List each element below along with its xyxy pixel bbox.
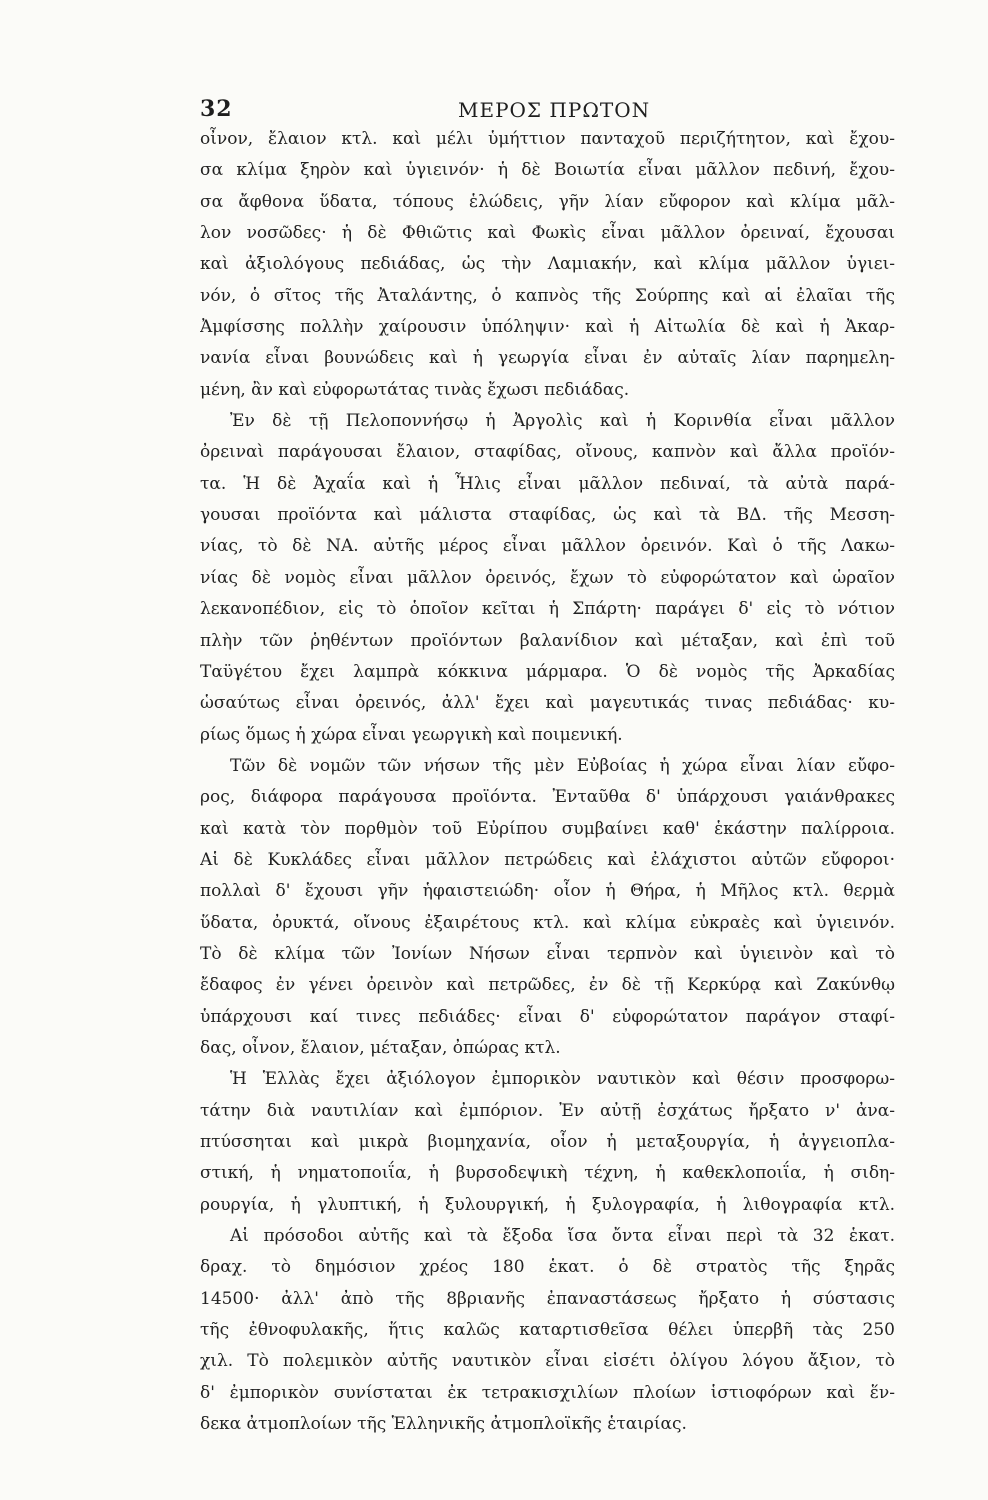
text-line: δεκα ἀτμοπλοίων τῆς Ἑλληνικῆς ἀτμοπλοϊκῆς ἑταιρίας. [200, 1414, 687, 1435]
text-line: σα κλίμα ξηρὸν καὶ ὑγιεινόν· ἡ δὲ Βοιωτία εἶναι μᾶλλον πεδινή, ἔχου- [200, 160, 895, 181]
text-line: πλὴν τῶν ῥηθέντων προϊόντων βαλανίδιον καὶ μέταξαν, καὶ ἐπὶ τοῦ [200, 630, 895, 651]
text-line: δας, οἶνον, ἔλαιον, μέταξαν, ὀπώρας κτλ. [200, 1037, 561, 1058]
text-line: γουσαι προϊόντα καὶ μάλιστα σταφίδας, ὡς καὶ τὰ ΒΔ. τῆς Μεσση- [200, 505, 895, 526]
text-line: τα. Ἡ δὲ Ἀχαΐα καὶ ἡ Ἦλις εἶναι μᾶλλον πεδιναί, τὰ αὐτὰ παρά- [200, 473, 895, 494]
text-line: μένη, ἂν καὶ εὐφορωτάτας τινὰς ἔχωσι πεδιάδας. [200, 379, 630, 400]
text-line: πτύσσηται καὶ μικρὰ βιομηχανία, οἷον ἡ μεταξουργία, ἡ ἀγγειοπλα- [200, 1132, 895, 1152]
text-line: ρίως ὅμως ἡ χώρα εἶναι γεωργικὴ καὶ ποιμενική. [200, 724, 623, 745]
text-line: Ἀμφίσσης πολλὴν χαίρουσιν ὑπόληψιν· καὶ ἡ Αἰτωλία δὲ καὶ ἡ Ἀκαρ- [200, 317, 895, 338]
text-line: Ἐν δὲ τῇ Πελοποννήσῳ ἡ Ἀργολὶς καὶ ἡ Κορινθία εἶναι μᾶλλον [230, 411, 895, 432]
text-line: νίας δὲ νομὸς εἶναι μᾶλλον ὀρεινός, ἔχων τὸ εὐφορώτατον καὶ ὡραῖον [200, 567, 895, 588]
text-line: πολλαὶ δ' ἔχουσι γῆν ἡφαιστειώδη· οἷον ἡ Θήρα, ἡ Μῆλος κτλ. θερμὰ [200, 881, 895, 902]
text-line: λον νοσῶδες· ἡ δὲ Φθιῶτις καὶ Φωκὶς εἶναι μᾶλλον ὀρειναί, ἔχουσαι [200, 223, 895, 244]
text-line: ρουργία, ἡ γλυπτική, ἡ ξυλουργική, ἡ ξυλογραφία, ἡ λιθογραφία κτλ. [200, 1194, 895, 1215]
body-text [200, 124, 895, 1440]
text-line: Τὸ δὲ κλίμα τῶν Ἰονίων Νήσων εἶναι τερπνὸν καὶ ὑγιεινὸν καὶ τὸ [200, 943, 895, 964]
text-line: Αἱ πρόσοδοι αὐτῆς καὶ τὰ ἔξοδα ἴσα ὄντα εἶναι περὶ τὰ 32 ἑκατ. [230, 1226, 895, 1247]
text-line: στική, ἡ νηματοποιΐα, ἡ βυρσοδεψικὴ τέχνη, ἡ καθεκλοποιΐα, ἡ σιδη- [200, 1163, 895, 1184]
text-line: οἶνον, ἔλαιον κτλ. καὶ μέλι ὑμήττιον πανταχοῦ περιζήτητον, καὶ ἔχου- [200, 129, 895, 149]
page-number: 32 [200, 96, 233, 122]
text-line: σα ἄφθονα ὕδατα, τόπους ἑλώδεις, γῆν λίαν εὔφορον καὶ κλίμα μᾶλ- [200, 191, 895, 212]
text-line: ὀρειναὶ παράγουσαι ἔλαιον, σταφίδας, οἴνους, καπνὸν καὶ ἄλλα προϊόν- [200, 442, 895, 463]
text-line: 14500· ἀλλ' ἀπὸ τῆς 8βριανῆς ἐπαναστάσεως ἤρξατο ἡ σύστασις [200, 1288, 895, 1309]
text-line: δ' ἐμπορικὸν συνίσταται ἐκ τετρακισχιλίων πλοίων ἱστιοφόρων καὶ ἕν- [200, 1382, 895, 1403]
text-line: Αἱ δὲ Κυκλάδες εἶναι μᾶλλον πετρώδεις καὶ ἐλάχιστοι αὐτῶν εὔφοροι· [200, 849, 895, 870]
text-line: τάτην διὰ ναυτιλίαν καὶ ἐμπόριον. Ἐν αὐτῇ ἐσχάτως ἤρξατο ν' ἀνα- [200, 1100, 895, 1121]
text-line: ὑπάρχουσι καί τινες πεδιάδες· εἶναι δ' εὐφορώτατον παράγον σταφί- [200, 1006, 895, 1027]
text-line: λεκανοπέδιον, εἰς τὸ ὁποῖον κεῖται ἡ Σπάρτη· παράγει δ' εἰς τὸ νότιον [200, 599, 895, 620]
text-line: ὡσαύτως εἶναι ὀρεινός, ἀλλ' ἔχει καὶ μαγευτικάς τινας πεδιάδας· κυ- [200, 693, 895, 714]
running-head [200, 96, 900, 126]
text-line: Ἡ Ἑλλὰς ἔχει ἀξιόλογον ἐμπορικὸν ναυτικὸν καὶ θέσιν προσφορω- [230, 1069, 895, 1090]
text-line: ὕδατα, ὀρυκτά, οἴνους ἐξαιρέτους κτλ. καὶ κλίμα εὐκραὲς καὶ ὑγιεινόν. [200, 912, 895, 933]
text-line: νόν, ὁ σῖτος τῆς Ἀταλάντης, ὁ καπνὸς τῆς Σούρπης καὶ αἱ ἐλαῖαι τῆς [200, 285, 895, 306]
text-line: ἔδαφος ἐν γένει ὀρεινὸν καὶ πετρῶδες, ἐν δὲ τῇ Κερκύρᾳ καὶ Ζακύνθῳ [200, 975, 895, 996]
running-title: ΜΕΡΟΣ ΠΡΩΤΟΝ [458, 98, 651, 122]
text-line: Τῶν δὲ νομῶν τῶν νήσων τῆς μὲν Εὐβοίας ἡ χώρα εἶναι λίαν εὔφο- [230, 755, 895, 776]
text-line: καὶ ἀξιολόγους πεδιάδας, ὡς τὴν Λαμιακήν, καὶ κλίμα μᾶλλον ὑγιει- [200, 254, 895, 275]
text-line: νίας, τὸ δὲ ΝΑ. αὐτῆς μέρος εἶναι μᾶλλον ὀρεινόν. Καὶ ὁ τῆς Λακω- [200, 536, 895, 557]
text-line: Ταϋγέτου ἔχει λαμπρὰ κόκκινα μάρμαρα. Ὁ δὲ νομὸς τῆς Ἀρκαδίας [200, 661, 895, 682]
text-line: ρος, διάφορα παράγουσα προϊόντα. Ἐνταῦθα δ' ὑπάρχουσι γαιάνθρακες [200, 787, 895, 808]
text-line: καὶ κατὰ τὸν πορθμὸν τοῦ Εὐρίπου συμβαίνει καθ' ἑκάστην παλίρροια. [200, 818, 895, 839]
text-line: νανία εἶναι βουνώδεις καὶ ἡ γεωργία εἶναι ἐν αὐταῖς λίαν παρημελη- [200, 348, 895, 369]
text-line: χιλ. Τὸ πολεμικὸν αὐτῆς ναυτικὸν εἶναι εἰσέτι ὀλίγου λόγου ἄξιον, τὸ [200, 1351, 895, 1372]
text-line: τῆς ἐθνοφυλακῆς, ἥτις καλῶς καταρτισθεῖσα θέλει ὑπερβῆ τὰς 250 [200, 1320, 895, 1341]
text-line: δραχ. τὸ δημόσιον χρέος 180 ἑκατ. ὁ δὲ στρατὸς τῆς ξηρᾶς [200, 1257, 895, 1278]
